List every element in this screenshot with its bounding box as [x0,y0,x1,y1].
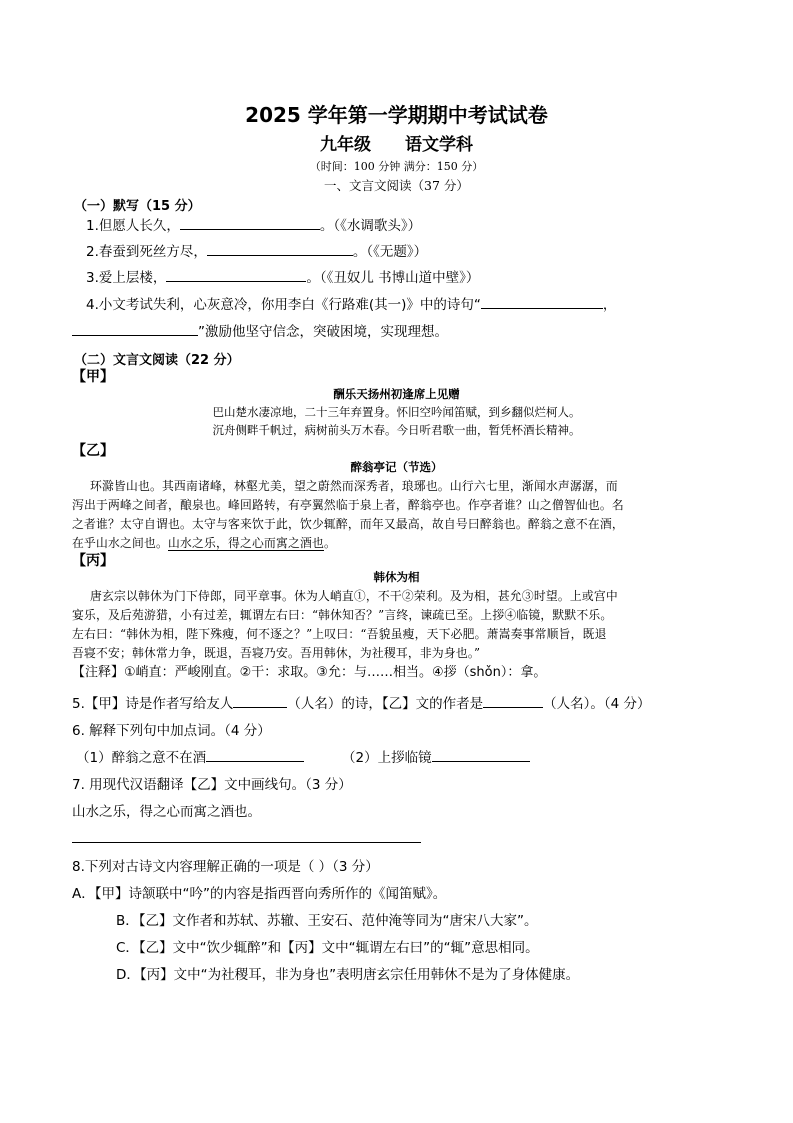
answer-blank-3[interactable] [166,268,306,282]
jia-line-1: 巴山楚水凄凉地，二十三年弃置身。怀旧空吟闻笛赋，到乡翻似烂柯人。 [212,405,581,419]
part1-heading: （一）默写（15 分） [74,199,201,214]
grade-label: 九年级 [320,135,371,155]
question-1: 1.但愿人长久， 。（《水调歌头》） [86,218,422,234]
answer-blank-2[interactable] [207,242,353,256]
underlined-sentence: 山水之乐，得之心而寓之酒也 [167,536,324,550]
bing-title: 韩休为相 [373,570,420,584]
answer-blank-4b[interactable] [72,322,198,336]
question-3: 3.爱上层楼， 。（《丑奴儿 书博山道中壁》） [86,270,480,286]
question-8: 8.下列对古诗文内容理解正确的一项是（ ）（3 分） [72,859,379,875]
answer-line-7[interactable] [72,842,421,843]
time-info: （时间：100 分钟 满分：150 分） [309,160,484,173]
bing-line-4: 吾寝不安；韩休常力争，既退，吾寝乃安。吾用韩休，为社稷耳，非为身也。” [72,646,481,660]
answer-blank-6-2[interactable] [432,748,530,762]
question-6: 6. 解释下列句中加点词。（4 分） [72,723,271,739]
question-7-sentence: 山水之乐，得之心而寓之酒也。 [72,804,261,820]
bing-label: 【丙】 [72,553,114,569]
bing-line-3: 左右曰：“韩休为相，陛下殊瘦，何不逐之？”上叹曰：“吾貌虽瘦，天下必肥。萧嵩奏事常顺旨，既退 [72,627,607,641]
jia-label: 【甲】 [72,369,114,385]
jia-line-2: 沉舟侧畔千帆过，病树前头万木春。今日听君歌一曲，暂凭杯酒长精神。 [212,423,581,437]
answer-blank-1[interactable] [180,216,320,230]
option-d: D．【丙】文中“为社稷耳，非为身也”表明唐玄宗任用韩休不是为了身体健康。 [116,967,580,983]
jia-title: 酬乐天扬州初逢席上见赠 [333,387,460,401]
bing-line-2: 宴乐，及后苑游猎，小有过差，辄谓左右曰：“韩休知否？”言终，谏疏已至。上拶④临镜，默默不乐。 [72,608,613,622]
answer-blank-6-1[interactable] [206,748,304,762]
section-heading: 一、文言文阅读（37 分） [324,178,469,193]
part2-heading: （二）文言文阅读（22 分） [74,353,240,368]
bing-line-1: 唐玄宗以韩休为门下侍郎，同平章事。休为人峭直①，不干②荣利。及为相，甚允③时望。上或宫中 [90,589,618,603]
option-a: A．【甲】诗颔联中“吟”的内容是指西晋向秀所作的《闻笛赋》。 [72,886,447,902]
exam-subtitle [0,130,793,155]
question-4: 4.小文考试失利，心灰意冷，你用李白《行路难(其一)》中的诗句“ ， [86,297,617,313]
answer-blank-5a[interactable] [233,694,287,708]
option-c: C．【乙】文中“饮少辄醉”和【丙】文中“辄谓左右曰”的“辄”意思相同。 [116,940,539,956]
answer-blank-4a[interactable] [481,295,603,309]
question-7: 7. 用现代汉语翻译【乙】文中画线句。（3 分） [72,777,352,793]
subject-label: 语文学科 [405,135,473,155]
yi-title: 醉翁亭记（节选） [350,460,443,474]
yi-line-4: 在乎山水之间也。山水之乐，得之心而寓之酒也。 [72,536,336,550]
answer-blank-5b[interactable] [483,694,543,708]
question-4-cont: ”激励他坚守信念，突破困境，实现理想。 [72,320,448,340]
question-2: 2.春蚕到死丝方尽， 。（《无题》） [86,244,428,260]
exam-title: 2025 学年第一学期期中考试试卷 [245,103,548,127]
question-6-2: （2）上拶临镜 [342,746,530,766]
notes: 【注释】①峭直：严峻刚直。②干：求取。③允：与……相当。④拶（shǒn）：拿。 [72,665,547,680]
question-6-1: （1）醉翁之意不在酒 [76,746,304,766]
yi-line-3: 之者谁？太守自谓也。太守与客来饮于此，饮少辄醉，而年又最高，故自号曰醉翁也。醉翁之意不在酒， [72,517,624,531]
option-b: B．【乙】文作者和苏轼、苏辙、王安石、范仲淹等同为“唐宋八大家”。 [116,913,538,929]
question-5: 5.【甲】诗是作者写给友人 （人名）的诗，【乙】文的作者是 （人名）。（4 分） [72,696,651,712]
yi-line-2: 泻出于两峰之间者，酿泉也。峰回路转，有亭翼然临于泉上者，醉翁亭也。作亭者谁？山之僧智仙也。名 [72,498,624,512]
yi-line-1: 环滁皆山也。其西南诸峰，林壑尤美，望之蔚然而深秀者，琅琊也。山行六七里，渐闻水声潺潺，而 [90,479,618,493]
yi-label: 【乙】 [72,443,114,459]
